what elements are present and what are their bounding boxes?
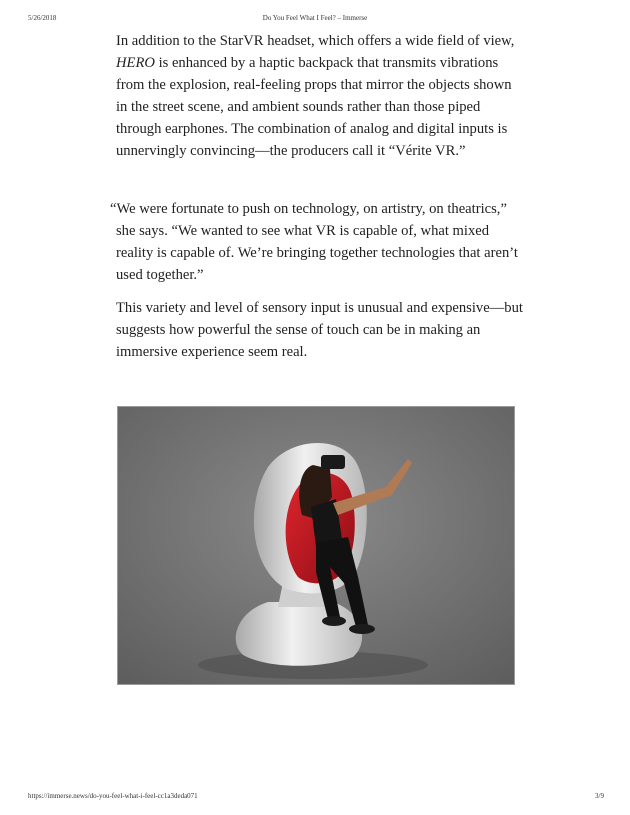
print-page-title: Do You Feel What I Feel? – Immerse	[262, 14, 368, 22]
hero-title-emphasis: HERO	[116, 55, 155, 71]
paragraph-quote	[110, 198, 526, 286]
print-page-number: 3/9	[595, 792, 604, 800]
paragraph-haptic-backpack	[116, 30, 526, 162]
print-date: 5/26/2018	[28, 14, 57, 22]
p1-text-a: In addition to the StarVR headset, which offers a wide field of view,	[116, 33, 515, 49]
woman-shoe-right	[322, 616, 346, 626]
p3-text: This variety and level of sensory input is unusual and expensive—but suggests how powerful the sense of touch can be in making an immersive experience seem real.	[116, 300, 523, 360]
quote-text: “We were fortunate to push on technology, on artistry, on theatrics,” she says. “We wanted to see what VR is capable of, what mixed reality is capable of. We’re bringing together technologies that aren’t used together.”	[110, 201, 518, 283]
paragraph-sensory-input	[116, 297, 526, 363]
vr-pod-photo	[117, 406, 515, 685]
p1-text-b: is enhanced by a haptic backpack that transmits vibrations from the explosion, real-feeling props that mirror the objects shown in the street scene, and ambient sounds rather than those piped through earphones. The combination of analog and digital inputs is unnervingly convincing—the producers call it “Vérite VR.”	[116, 55, 512, 159]
pod-base	[236, 602, 362, 666]
vr-headset	[321, 455, 345, 469]
print-url: https://immerse.news/do-you-feel-what-i-feel-cc1a3deda071	[28, 792, 198, 800]
woman-shoe-left	[349, 624, 375, 634]
